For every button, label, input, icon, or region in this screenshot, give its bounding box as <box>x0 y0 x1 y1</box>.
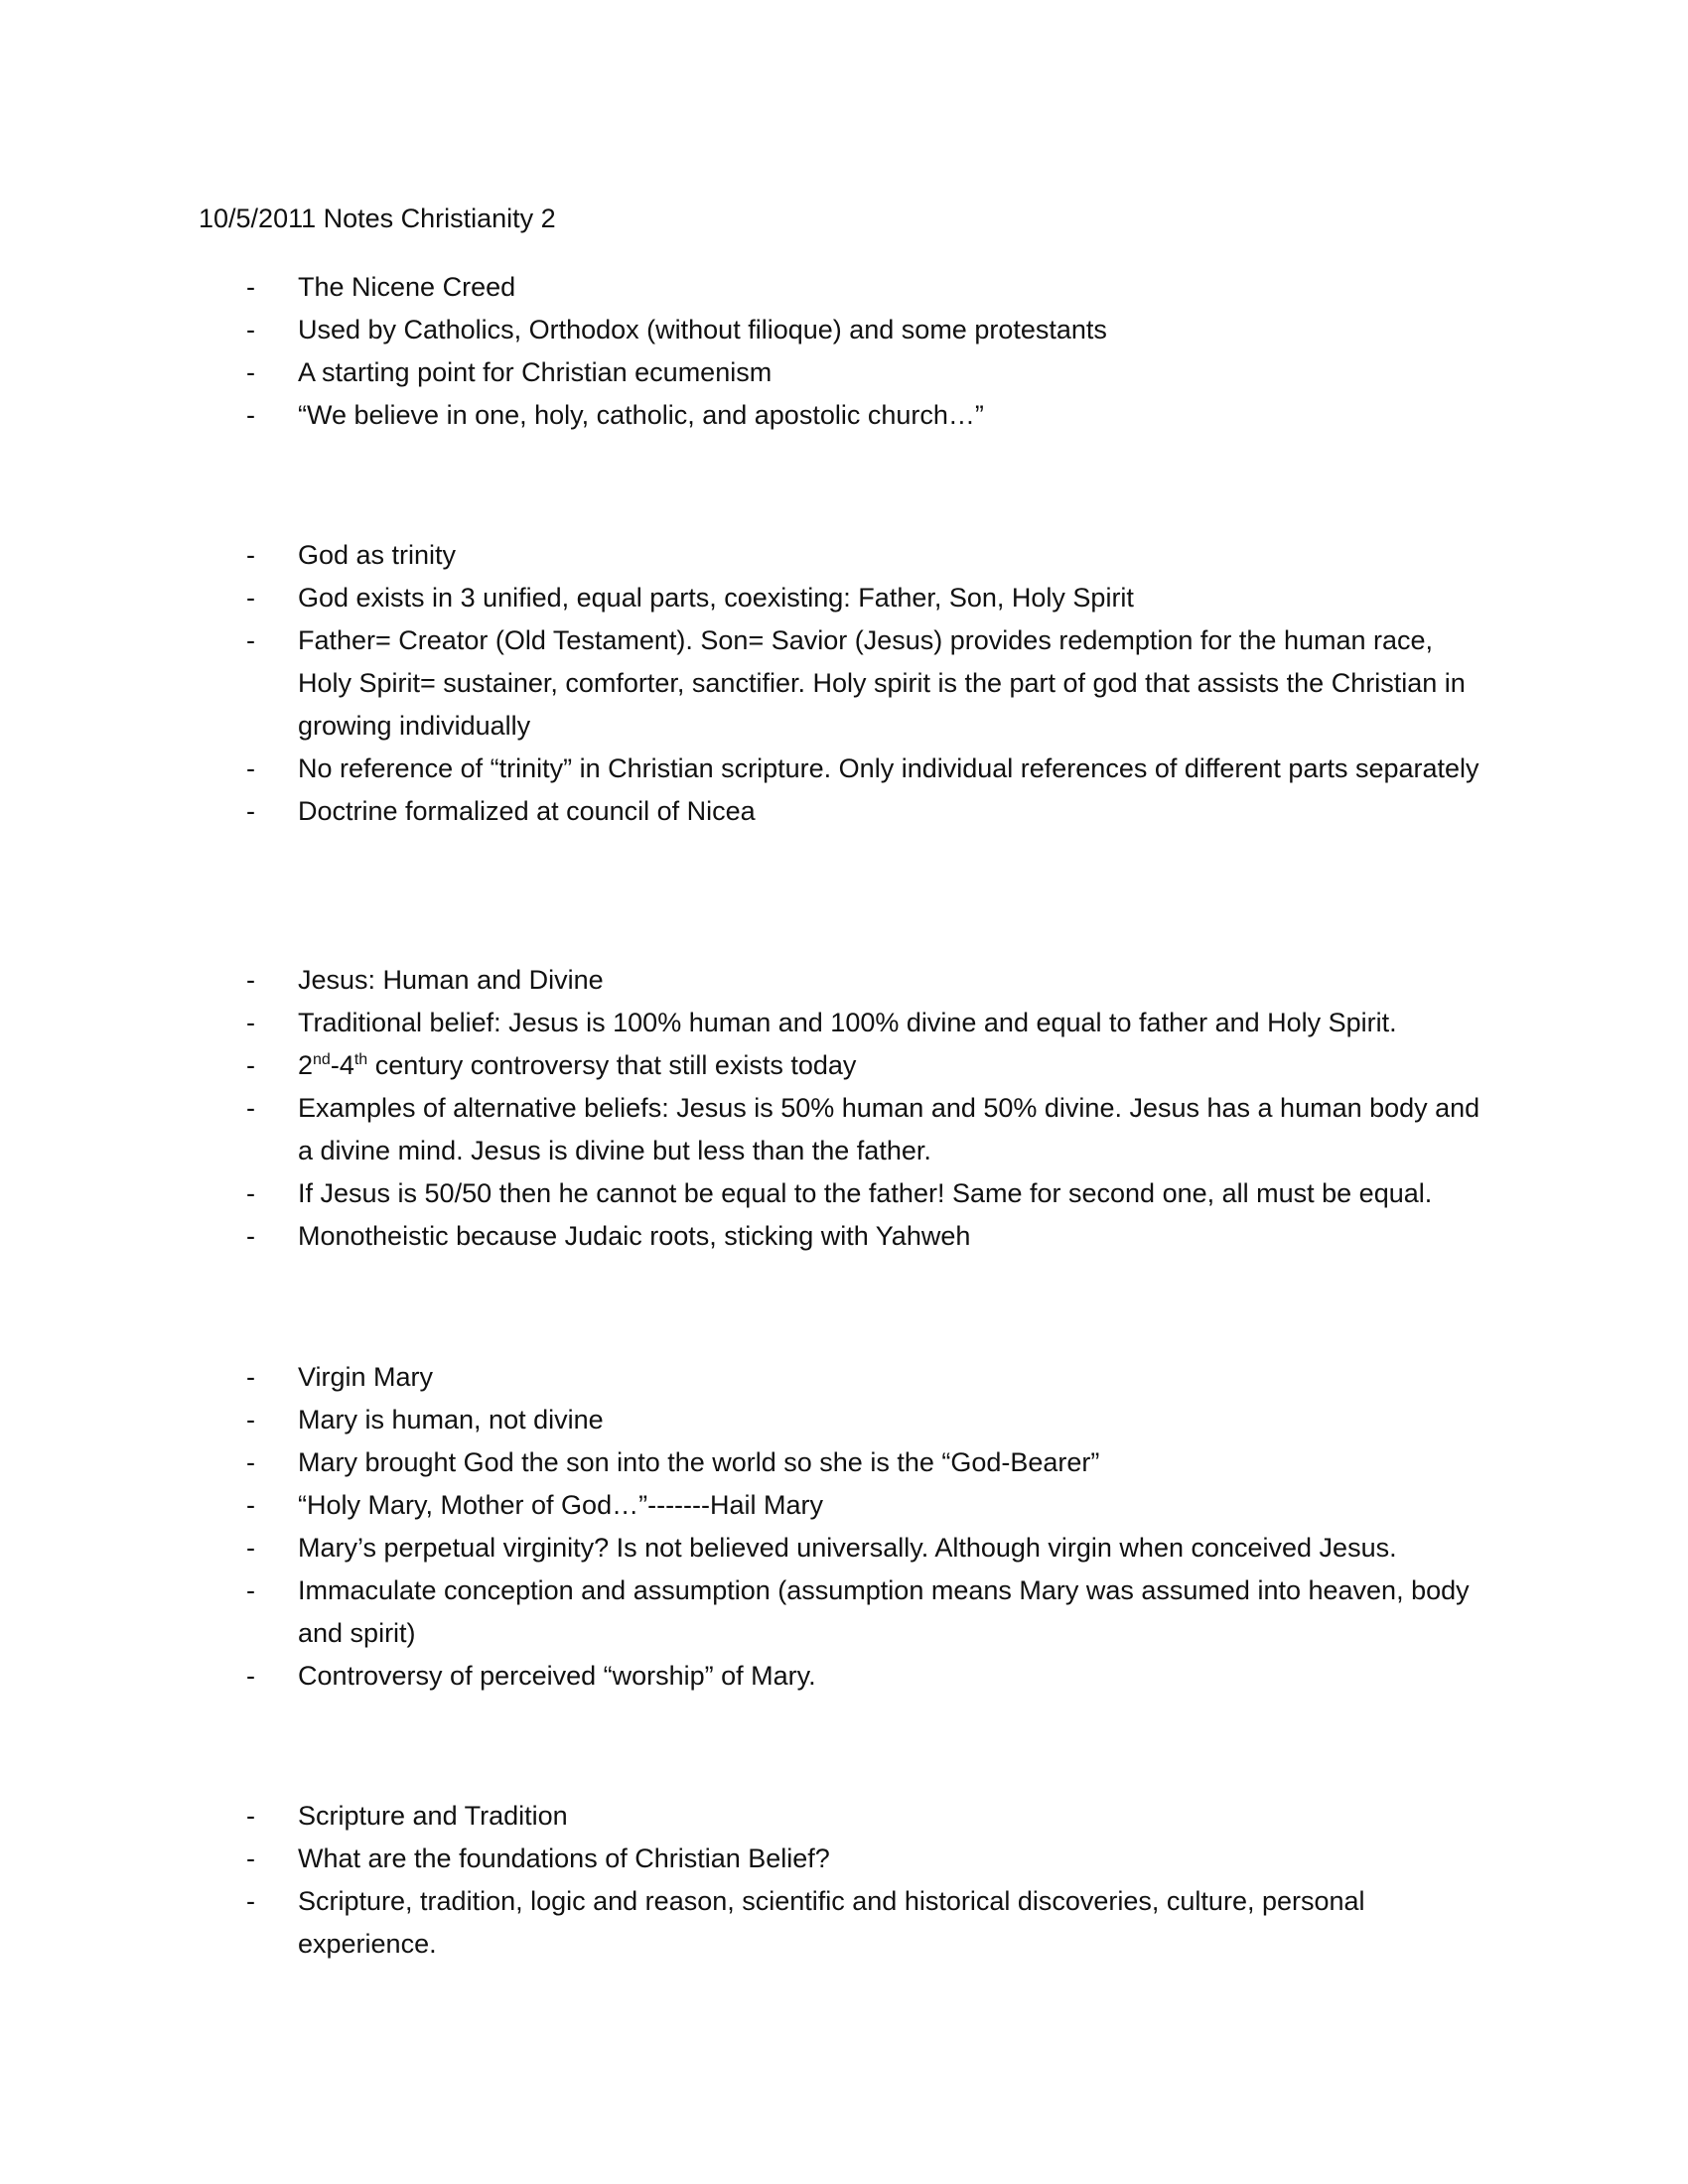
list-item-text: “Holy Mary, Mother of God…”-------Hail Mary <box>298 1490 824 1520</box>
list-item-text: God exists in 3 unified, equal parts, coexisting: Father, Son, Holy Spirit <box>298 583 1134 613</box>
bullet-dash: - <box>246 1093 255 1123</box>
list-item <box>0 1087 1489 1172</box>
list-item <box>0 351 1489 394</box>
list-item <box>0 1356 1489 1399</box>
bullet-dash: - <box>246 965 255 995</box>
section-nicene-creed <box>0 266 1688 437</box>
bullet-dash: - <box>246 315 255 344</box>
list-item-text: Doctrine formalized at council of Nicea <box>298 796 756 826</box>
bullet-dash: - <box>246 1447 255 1477</box>
list-item-text: Mary is human, not divine <box>298 1405 604 1434</box>
bullet-dash: - <box>246 1533 255 1563</box>
list-item <box>0 1570 1489 1655</box>
bullet-dash: - <box>246 1843 255 1873</box>
bullet-dash: - <box>246 1221 255 1251</box>
bullet-dash: - <box>246 1362 255 1392</box>
section-virgin-mary <box>0 1356 1688 1698</box>
list-item-text: A starting point for Christian ecumenism <box>298 357 773 387</box>
list-item-text: Examples of alternative beliefs: Jesus is 50% human and 50% divine. Jesus has a human body and a divine mind. Jesus is divine but less than the father. <box>298 1093 1480 1165</box>
list-item <box>0 959 1489 1002</box>
list-item <box>0 1795 1489 1838</box>
bullet-dash: - <box>246 400 255 430</box>
bullet-dash: - <box>246 583 255 613</box>
range-separator: - <box>330 1050 340 1080</box>
list-item <box>0 309 1489 351</box>
list-item-text: Scripture and Tradition <box>298 1801 568 1831</box>
list-item <box>0 1484 1489 1527</box>
list-item-text: Jesus: Human and Divine <box>298 965 604 995</box>
list-item <box>0 619 1489 748</box>
section-jesus-human-and-divine <box>0 959 1688 1258</box>
century-start-number: 2 <box>298 1050 314 1080</box>
list-item-text: No reference of “trinity” in Christian scripture. Only individual references of different parts separately <box>298 753 1479 783</box>
list-item-text: Father= Creator (Old Testament). Son= Savior (Jesus) provides redemption for the human race, Holy Spirit= sustainer, comforter, sanctifier. Holy spirit is the part of god that assists the Christian in growing individually <box>298 625 1466 741</box>
list-item <box>0 577 1489 619</box>
century-text: century controversy that still exists today <box>367 1050 857 1080</box>
list-item-text: “We believe in one, holy, catholic, and apostolic church…” <box>298 400 984 430</box>
list-item-text: Immaculate conception and assumption (assumption means Mary was assumed into heaven, body and spirit) <box>298 1575 1470 1648</box>
list-item-text: What are the foundations of Christian Belief? <box>298 1843 830 1873</box>
list-item <box>0 1172 1489 1215</box>
list-item <box>0 1655 1489 1698</box>
bullet-dash: - <box>246 1405 255 1434</box>
list-item <box>0 1044 1489 1087</box>
bullet-dash: - <box>246 1575 255 1605</box>
bullet-dash: - <box>246 753 255 783</box>
list-item <box>0 1215 1489 1258</box>
bullet-dash: - <box>246 1661 255 1691</box>
bullet-dash: - <box>246 357 255 387</box>
list-item <box>0 1441 1489 1484</box>
list-item <box>0 1838 1489 1880</box>
page-title: 10/5/2011 Notes Christianity 2 <box>199 204 556 233</box>
bullet-dash: - <box>246 1801 255 1831</box>
list-item <box>0 394 1489 437</box>
century-end-number: 4 <box>339 1050 354 1080</box>
bullet-dash: - <box>246 272 255 302</box>
bullet-dash: - <box>246 796 255 826</box>
list-item <box>0 1880 1489 1966</box>
list-item <box>0 1399 1489 1441</box>
bullet-dash: - <box>246 1008 255 1037</box>
ordinal-suffix: nd <box>313 1051 331 1068</box>
list-item-text: Mary brought God the son into the world so she is the “God-Bearer” <box>298 1447 1100 1477</box>
list-item <box>0 1002 1489 1044</box>
list-item-text: Monotheistic because Judaic roots, sticking with Yahweh <box>298 1221 971 1251</box>
list-item-text: Virgin Mary <box>298 1362 434 1392</box>
list-item-text: Mary’s perpetual virginity? Is not believed universally. Although virgin when conceived Jesus. <box>298 1533 1397 1563</box>
bullet-dash: - <box>246 1886 255 1916</box>
list-item-text: Used by Catholics, Orthodox (without filioque) and some protestants <box>298 315 1107 344</box>
section-scripture-and-tradition <box>0 1795 1688 1966</box>
list-item <box>0 1527 1489 1570</box>
list-item-text: The Nicene Creed <box>298 272 516 302</box>
bullet-dash: - <box>246 1178 255 1208</box>
list-item <box>0 790 1489 833</box>
bullet-dash: - <box>246 625 255 655</box>
list-item-text: If Jesus is 50/50 then he cannot be equal to the father! Same for second one, all must be equal. <box>298 1178 1433 1208</box>
list-item-text: Controversy of perceived “worship” of Mary. <box>298 1661 816 1691</box>
list-item-text <box>298 1050 856 1080</box>
list-item-text: Traditional belief: Jesus is 100% human and 100% divine and equal to father and Holy Spirit. <box>298 1008 1397 1037</box>
bullet-dash: - <box>246 540 255 570</box>
list-item <box>0 534 1489 577</box>
list-item-text: Scripture, tradition, logic and reason, scientific and historical discoveries, culture, personal experience. <box>298 1886 1365 1959</box>
section-god-as-trinity <box>0 534 1688 833</box>
bullet-dash: - <box>246 1490 255 1520</box>
list-item <box>0 266 1489 309</box>
list-item <box>0 748 1489 790</box>
bullet-dash: - <box>246 1050 255 1080</box>
list-item-text: God as trinity <box>298 540 457 570</box>
ordinal-suffix: th <box>353 1051 368 1068</box>
